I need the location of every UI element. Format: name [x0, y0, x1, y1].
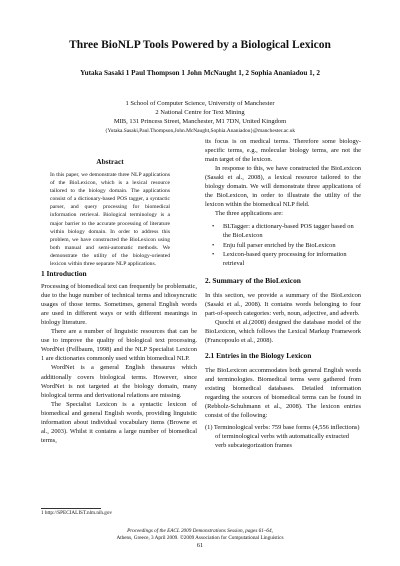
- list-item: • Lexicon-based query processing for information retrieval: [205, 250, 361, 268]
- intro-paragraph: The Specialist Lexicon is a syntactic lexicon of biomedical and general English words, providing linguistic information about individual vocabulary items (Browne et al., 2003). Whilst it contains a large number of biomedical terms,: [41, 400, 197, 444]
- page-number: 61: [196, 542, 204, 549]
- section-entries-heading: 2.1 Entries in the Biology Lexicon: [205, 350, 312, 360]
- section-introduction-heading: 1 Introduction: [41, 269, 87, 278]
- copyright-line: Athens, Greece, 3 April 2009. ©2009 Association for Computational Linguistics: [116, 535, 284, 541]
- left-column: [41, 269, 197, 445]
- intro-paragraph: There are a number of linguistic resources that can be use to improve the quality of biological text processing. WordNet (Fellbaum, 1998) and the NLP Specialist Lexicon 1 are dictionaries commonly used within biomedical NLP.: [41, 328, 197, 363]
- affiliation-school: 1 School of Computer Science, University of Manchester: [125, 100, 275, 107]
- abstract-body: [50, 171, 170, 268]
- proceedings-line: Proceedings of the EACL 2009 Demonstrations Session, pages 61–64,: [127, 528, 273, 534]
- intro-paragraph: Processing of biomedical text can frequently be problematic, due to the huge number of technical terms and idiosyncratic usages of those terms. Sometimes, general English words are used in different ways or with different meanings in biology literature.: [41, 283, 197, 327]
- applications-list: [205, 222, 361, 267]
- body-paragraph: its focus is on medical terms. Therefore some biology-specific terms, e.g., molecular biology terms, are not the main target of the lexicon.: [205, 138, 361, 164]
- list-item: • Enju full parser enriched by the BioLexicon: [205, 241, 361, 250]
- body-paragraph: The BioLexicon accommodates both general English words and terminologies. Biomedical terms were gathered from existing biomedical databases. Detailed information regarding the sources of biomedical terms can be found in (Rebholz-Schuhmann et al., 2008). The lexicon entries consist of the following:: [205, 367, 361, 420]
- body-paragraph: In response to this, we have constructed the BioLexicon (Sasaki et al., 2008), a lexical resource tailored to the biology domain. We will demonstrate three applications of the BioLexicon, in order to illustrate the utility of the lexicon within the biomedical NLP field.: [205, 165, 361, 209]
- footnote: 1 http://SPECIALIST.nlm.nih.gov: [41, 510, 113, 516]
- section-summary-heading: 2. Summary of the BioLexicon: [205, 275, 301, 285]
- intro-paragraph: WordNet is a general English thesaurus which additionally covers biological terms. However, since WordNet is not targeted at the biology domain, many biological terms and derivational relations are missing.: [41, 364, 197, 399]
- paper-title: Three BioNLP Tools Powered by a Biological Lexicon: [69, 39, 331, 51]
- body-paragraph: In this section, we provide a summary of the BioLexicon (Sasaki et al., 2008). It contains words belonging to four part-of-speech categories: verb, noun, adjective, and adverb.: [205, 291, 361, 317]
- body-paragraph: The three applications are:: [215, 210, 283, 218]
- affiliation-address: MIB, 131 Princess Street, Manchester, M1 7DN, United Kingdom: [113, 118, 287, 125]
- list-item: (1) Terminological verbs: 759 base forms (4,556 inflections) of terminological verbs with automatically extracted verb subcategorization frames: [205, 424, 360, 450]
- abstract-heading: Abstract: [96, 157, 124, 166]
- body-paragraph: Quochi et al.(2008) designed the database model of the BioLexicon, which follows the Lexical Markup Framework (Francopoulo et al., 2008).: [205, 318, 361, 344]
- author-list: Yutaka Sasaki 1 Paul Thompson 1 John McNaught 1, 2 Sophia Ananiadou 1, 2: [80, 69, 320, 77]
- proceedings-footer: [0, 528, 400, 549]
- abstract-text: In this paper, we demonstrate three NLP applications of the BioLexicon, which is a lexical resource tailored to the biology domain. The applications consist of a dictionary-based POS tagger, a syntactic parser, and query processing for biomedical information retrieval. Biological terminology is a major barrier to the accurate processing of literature within biology domain. In order to address this problem, we have constructed the BioLexicon using both manual and semi-automatic methods. We demonstrate the utility of the biology-oriented lexicon within three separate NLP applications.: [50, 172, 170, 268]
- author-emails: {Yutaka.Sasaki,Paul.Thompson,John.McNaught,Sophia.Ananiadou}@manchester.ac.uk: [104, 128, 296, 134]
- footnote-divider: [41, 508, 101, 509]
- affiliation-centre: 2 National Centre for Text Mining: [155, 109, 245, 116]
- list-item: • BLTagger: a dictionary-based POS tagger based on the BioLexicon: [205, 222, 361, 240]
- right-column: [205, 137, 361, 450]
